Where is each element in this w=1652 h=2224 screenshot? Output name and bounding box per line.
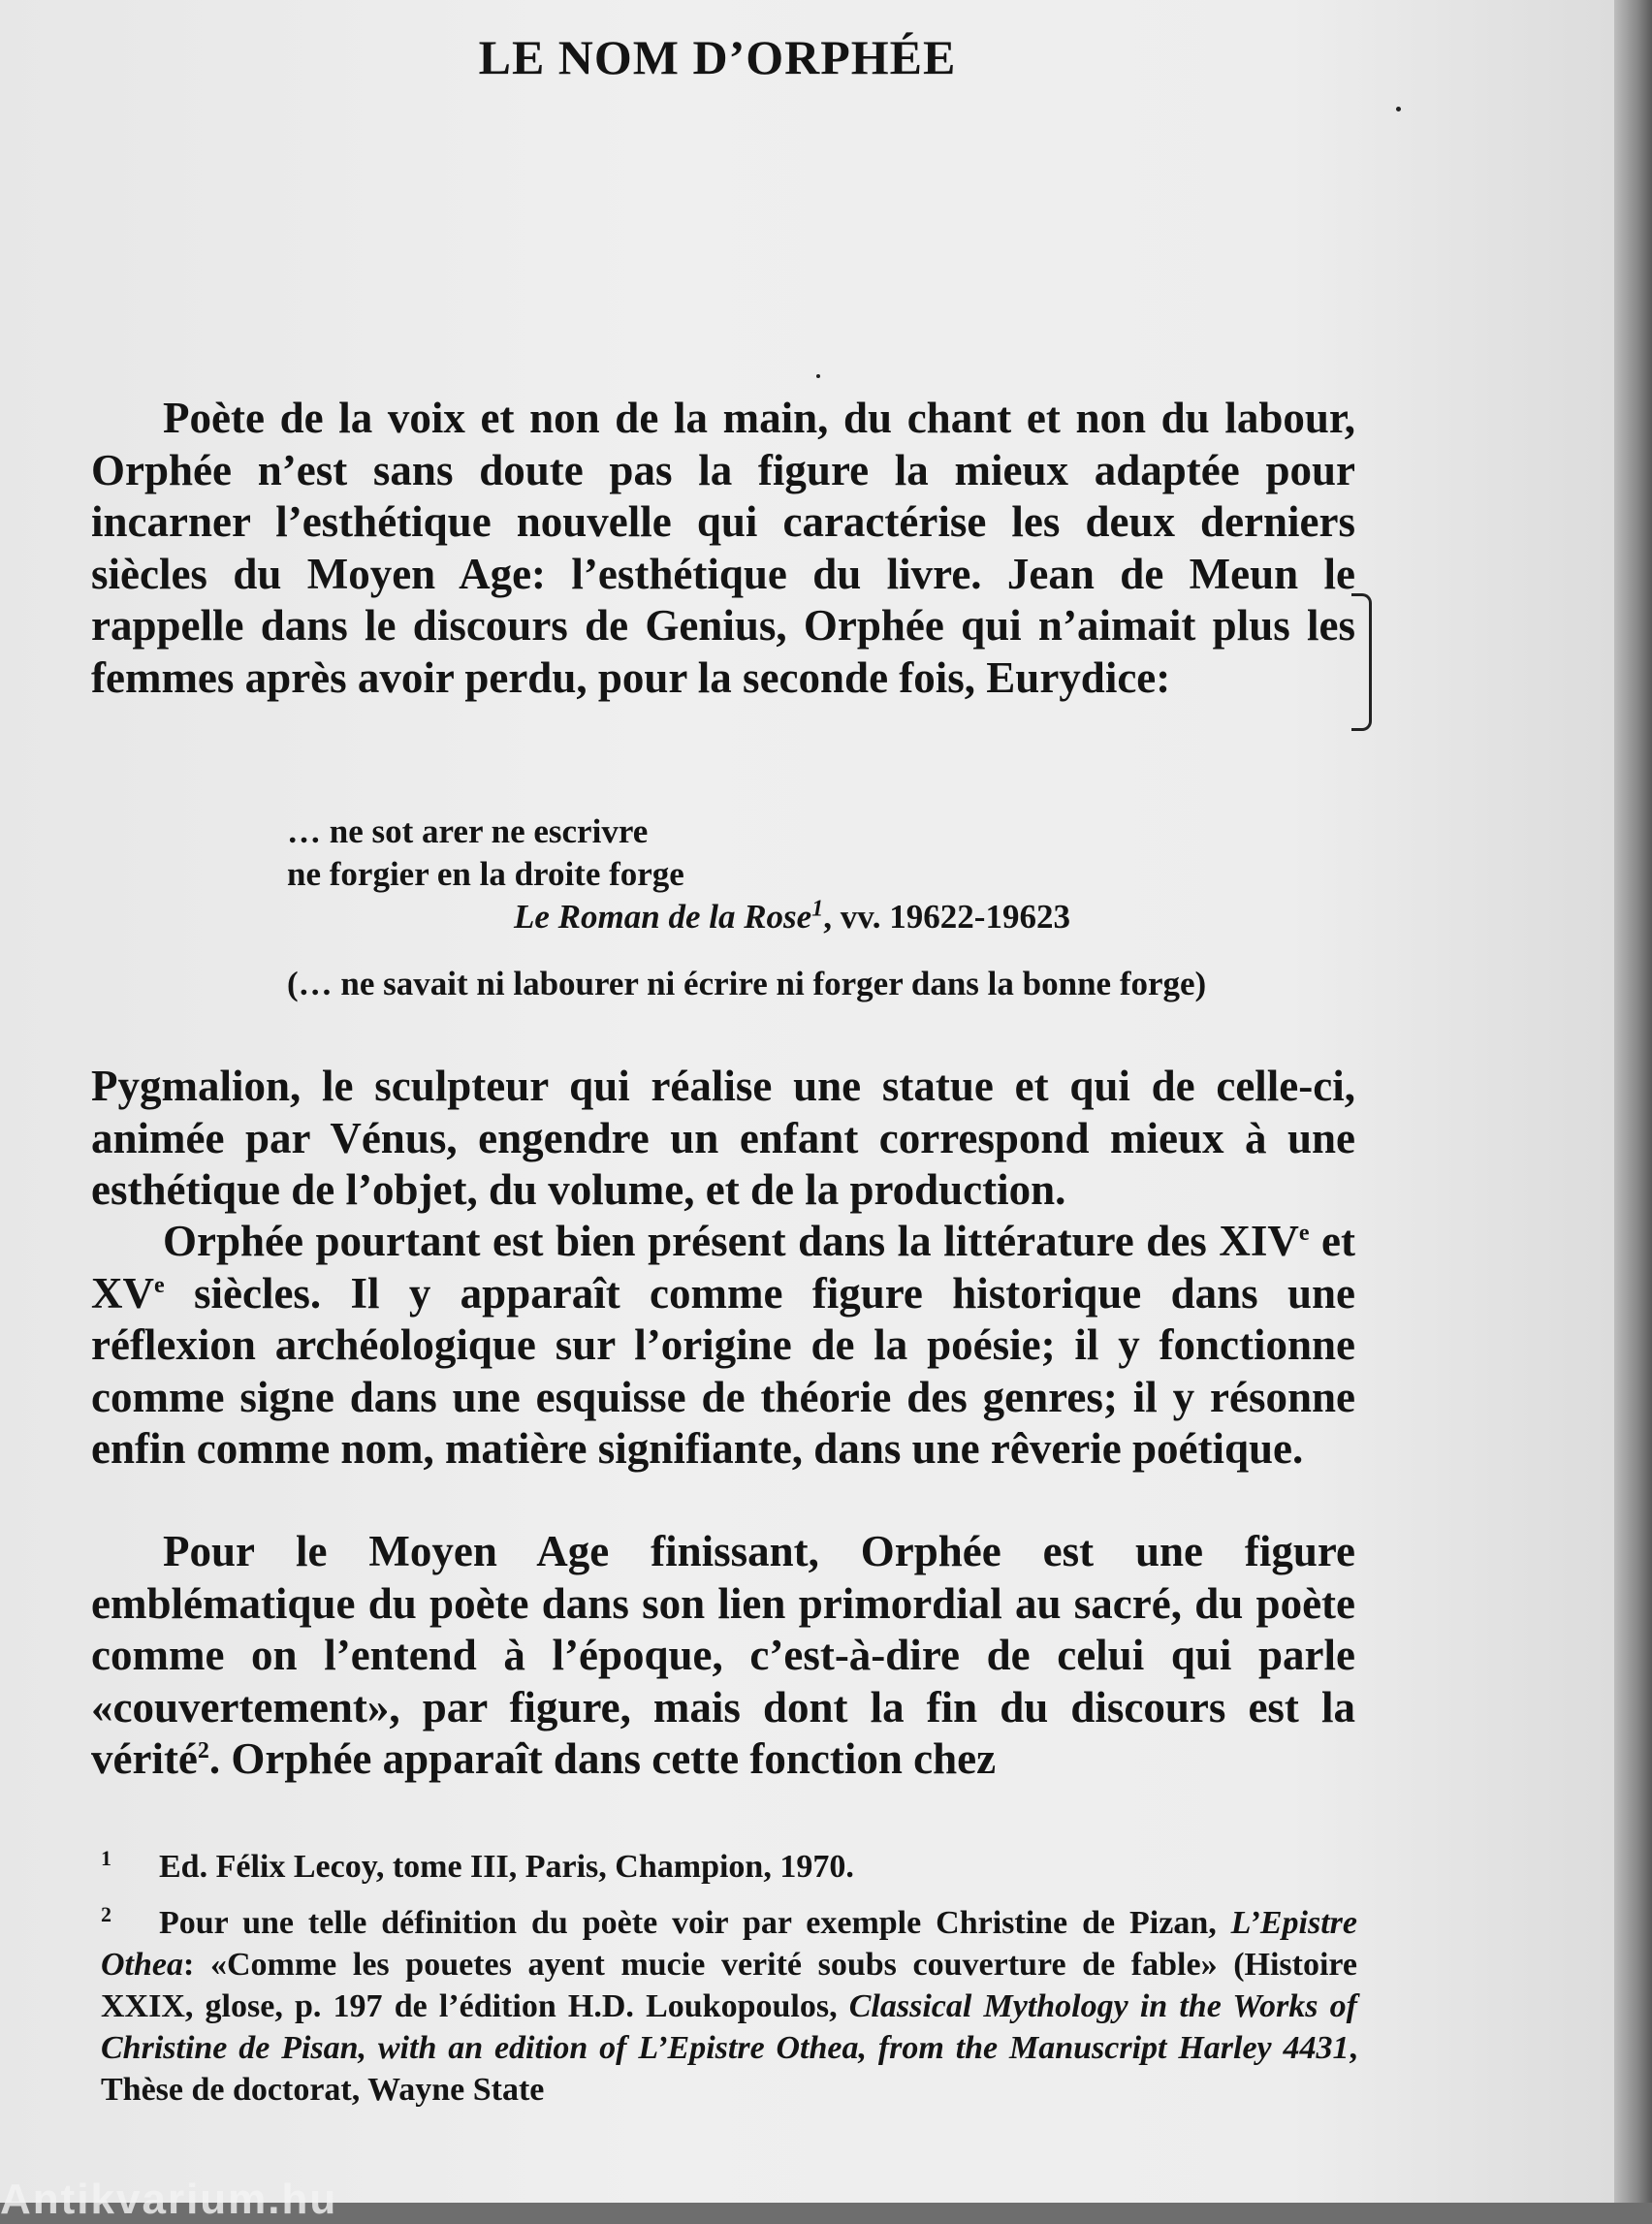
paragraph-2: Pygmalion, le sculpteur qui réalise une statue et qui de celle-ci, animée par Vénus, engendre un enfant correspond mieux à une esthétique de l’objet, du volume, et de la production. bbox=[91, 1062, 1355, 1214]
paragraph-1: Poète de la voix et non de la main, du chant et non du labour, Orphée n’est sans doute pas la figure la mieux adaptée pour incarner l’esthétique nouvelle qui caractérise les deux derniers siècles du Moyen Age: l’esthétique du livre. Jean de Meun le rappelle dans le discours de Genius, Orphée qui n’aimait plus les femmes après avoir perdu, pour la seconde fois, Eurydice: bbox=[91, 394, 1355, 702]
footnote-ref-2: 2 bbox=[197, 1738, 209, 1763]
footnote-ref-1: 1 bbox=[811, 896, 824, 922]
margin-bracket-mark bbox=[1351, 593, 1372, 731]
footnote-2: 2 Pour une telle définition du poète voir par exemple Christine de Pizan, L’Epistre Othea: «Comme les pouetes ayent mucie verité soubs couverture de fable» (Histoire XXIX, glose, p. 197 de l’édition H.D. Loukopoulos, Classical Mythology in the Works of Christine de Pisan, with an edition of L’Epistre Othea, from the Manuscript Harley 4431, Thèse de doctorat, Wayne State bbox=[101, 1902, 1357, 2108]
paragraph-4: Pour le Moyen Age finissant, Orphée est une figure emblématique du poète dans son lien primordial au sacré, du poète comme on l’entend à l’époque, c’est-à-dire de celui qui parle «couvertement», par figure, mais dont la fin du discours est la vérité$^2$. Orphée apparaît dans cette fonction chez bbox=[91, 1527, 1355, 1783]
verse-line-2: ne forgier en la droite forge bbox=[287, 855, 684, 893]
page-title: LE NOM D’ORPHÉE bbox=[478, 30, 957, 84]
citation-title: Le Roman de la Rose bbox=[514, 898, 812, 936]
page-edge-shadow bbox=[1614, 0, 1652, 2203]
footnote-1: 1 Ed. Félix Lecoy, tome III, Paris, Champion, 1970. bbox=[101, 1846, 854, 1885]
paragraph-3: Orphée pourtant est bien présent dans la littérature des XIVe et XVe siècles. Il y apparaît comme figure historique dans une réflexion archéologique sur l’origine de la poésie; il y fonctionne comme signe dans une esquisse de théorie des genres; il y résonne enfin comme nom, matière signifiante, dans une rêverie poétique. bbox=[91, 1217, 1355, 1473]
watermark-text: Antikvarium.hu bbox=[0, 2176, 338, 2223]
speck-dot bbox=[816, 374, 820, 378]
speck-dot bbox=[1396, 107, 1401, 111]
citation-verses: , vv. 19622-19623 bbox=[823, 898, 1070, 936]
verse-translation: (… ne savait ni labourer ni écrire ni forger dans la bonne forge) bbox=[287, 965, 1207, 1002]
verse-line-1: … ne sot arer ne escrivre bbox=[287, 812, 649, 850]
verse-citation bbox=[514, 898, 1070, 937]
